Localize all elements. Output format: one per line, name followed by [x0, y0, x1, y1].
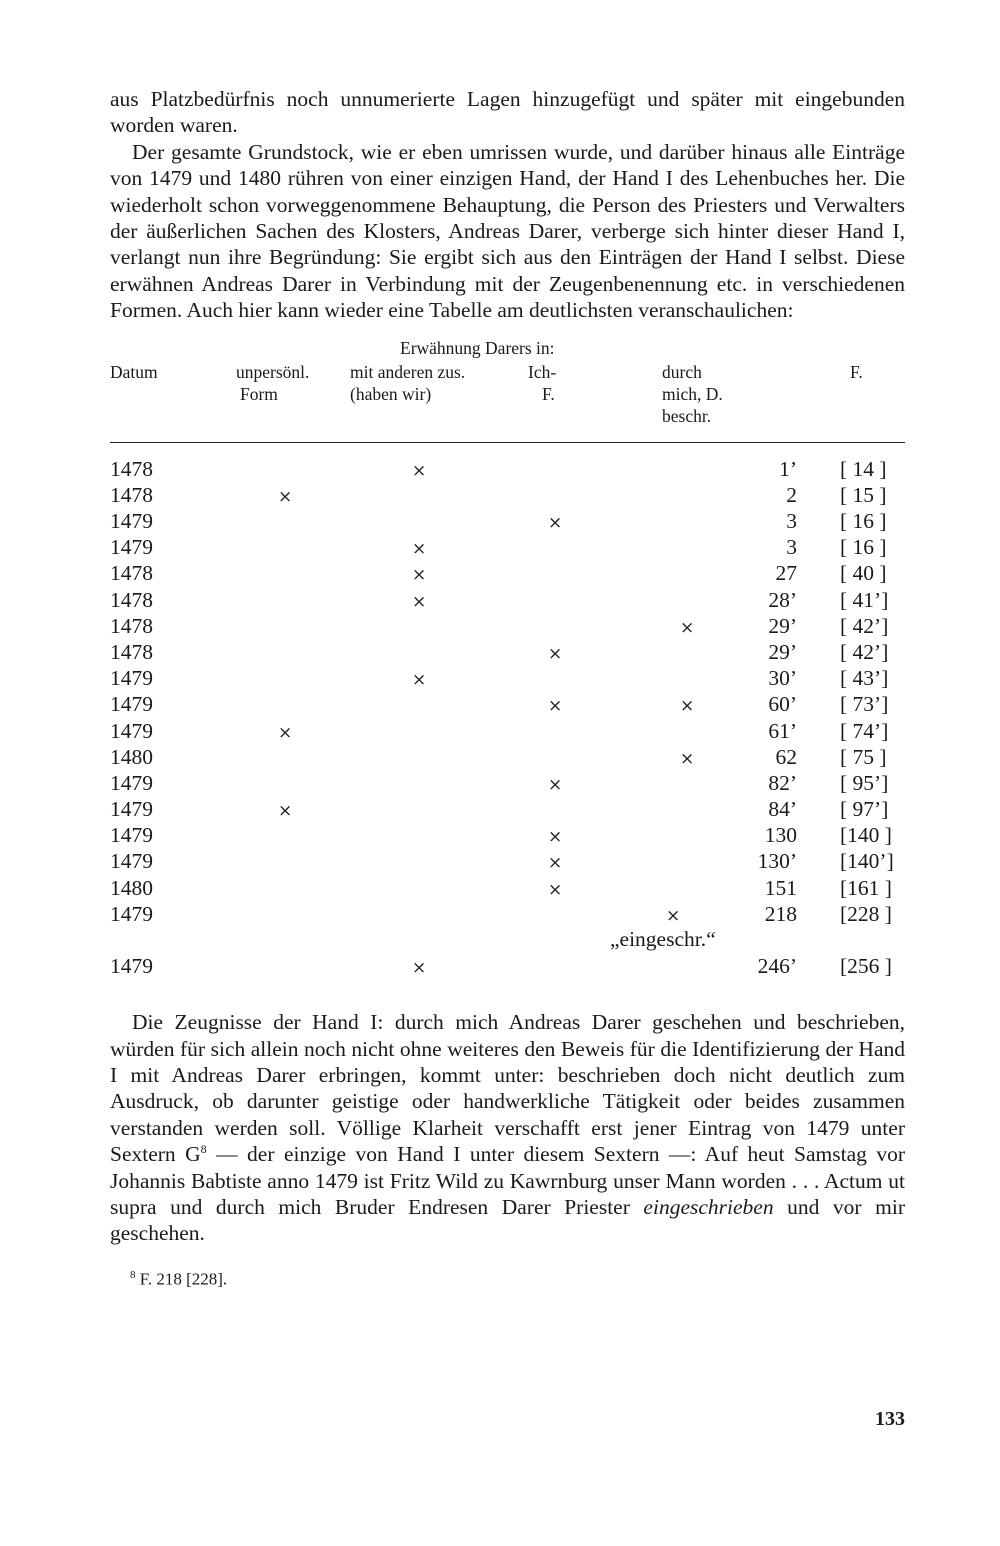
paragraph-3-sextern: Sextern G [110, 1142, 201, 1167]
row-mark: × [548, 879, 563, 900]
row-mark: × [548, 643, 563, 664]
table-body [110, 456, 905, 980]
table-row [110, 613, 905, 639]
table-row [110, 953, 905, 979]
row-folio: 218 [764, 901, 797, 926]
row-mark: × [412, 670, 427, 691]
row-year: 1478 [110, 482, 153, 507]
page-number: 133 [875, 1408, 905, 1430]
row-folio: 151 [764, 875, 797, 900]
table-row [110, 665, 905, 691]
row-year: 1480 [110, 744, 153, 769]
table-row [110, 560, 905, 586]
row-ref: [140’] [840, 849, 894, 874]
row-ref: [ 95’] [840, 770, 889, 795]
table-row [110, 770, 905, 796]
col-ich-1: Ich- [528, 361, 557, 382]
row-year: 1479 [110, 692, 153, 717]
row-year: 1479 [110, 823, 153, 848]
table-header [110, 338, 905, 456]
table-row [110, 508, 905, 534]
row-year: 1478 [110, 456, 153, 481]
row-year: 1478 [110, 561, 153, 586]
row-folio: 84’ [768, 797, 797, 822]
row-year: 1478 [110, 639, 153, 664]
table-row [110, 587, 905, 613]
row-mark: × [548, 853, 563, 874]
paragraph-3 [110, 1009, 905, 1247]
row-mark: × [548, 513, 563, 534]
row-ref: [ 42’] [840, 639, 889, 664]
table-row [110, 718, 905, 744]
row-folio: 3 [786, 535, 797, 560]
row-ref: [ 16 ] [840, 535, 887, 560]
col-durch-1: durch [662, 361, 702, 382]
table-note: „eingeschr.“ [610, 927, 716, 952]
paragraph-1: aus Platzbedürfnis noch unnumerierte Lagen hinzugefügt und später mit eingebunden worden waren. [110, 87, 905, 138]
row-ref: [ 74’] [840, 718, 889, 743]
row-year: 1479 [110, 666, 153, 691]
row-ref: [ 41’] [840, 587, 889, 612]
row-year: 1479 [110, 954, 153, 979]
paragraph-3-text: Die Zeugnisse der Hand I: durch mich Andreas Darer geschehen und beschrieben, würden für sich allein noch nicht ohne weiteres den Beweis für die Identifizierung der Hand I mit Andreas Darer erbringen, kommt unter: beschrieben doch nicht deutlich zum Ausdruck, ob darunter geistige oder handwerkliche Tätigkeit oder beides zusammen verstanden werden soll. Völlige Klarheit verschafft erst jener Eintrag von 1479 unter [110, 1010, 905, 1140]
row-ref: [256 ] [840, 954, 892, 979]
table-note-row [110, 927, 905, 953]
row-folio: 30’ [768, 666, 797, 691]
col-mit-1: mit anderen zus. [350, 361, 466, 382]
paragraph-3-cont: — der einzige von Hand I unter diesem Sextern —: Auf heut Samstag vor Johannis Babtiste anno 1479 ist Fritz Wild zu Kawrnburg unser Mann worden . . . Actum ut supra und durch mich Bruder Endresen Darer Priester [110, 1142, 905, 1220]
table-row [110, 534, 905, 560]
row-mark: × [278, 801, 293, 822]
table-row [110, 691, 905, 717]
row-ref: [228 ] [840, 901, 892, 926]
row-folio: 246’ [757, 954, 797, 979]
row-mark: × [412, 565, 427, 586]
row-folio: 2 [786, 482, 797, 507]
table-row [110, 639, 905, 665]
row-ref: [161 ] [840, 875, 892, 900]
row-year: 1479 [110, 797, 153, 822]
row-year: 1478 [110, 613, 153, 638]
row-folio: 28’ [768, 587, 797, 612]
row-ref: [ 40 ] [840, 561, 887, 586]
paragraph-3-emph: eingeschrieben [643, 1195, 774, 1220]
footnote [130, 1269, 905, 1290]
row-ref: [ 73’] [840, 692, 889, 717]
row-ref: [ 42’] [840, 613, 889, 638]
row-year: 1478 [110, 587, 153, 612]
row-mark: × [666, 905, 681, 926]
row-year: 1479 [110, 901, 153, 926]
row-year: 1479 [110, 718, 153, 743]
row-folio: 62 [775, 744, 797, 769]
row-year: 1479 [110, 535, 153, 560]
page-body [110, 86, 905, 1290]
row-mark: × [548, 827, 563, 848]
row-year: 1479 [110, 849, 153, 874]
col-durch-2: mich, D. [662, 383, 723, 404]
col-unpers-1: unpersönl. [236, 361, 310, 382]
col-ich-2: F. [542, 383, 555, 404]
row-year: 1479 [110, 509, 153, 534]
row-folio: 130 [764, 823, 797, 848]
row-ref: [ 75 ] [840, 744, 887, 769]
row-folio: 1’ [779, 456, 797, 481]
row-folio: 61’ [768, 718, 797, 743]
col-f: F. [850, 361, 863, 382]
col-unpers-2: Form [240, 383, 278, 404]
row-folio: 130’ [757, 849, 797, 874]
col-datum: Datum [110, 361, 158, 382]
row-folio: 29’ [768, 639, 797, 664]
row-folio: 29’ [768, 613, 797, 638]
row-ref: [ 15 ] [840, 482, 887, 507]
table-row [110, 848, 905, 874]
footnote-ref: 8 [200, 1142, 207, 1157]
row-ref: [ 14 ] [840, 456, 887, 481]
table-row [110, 456, 905, 482]
row-folio: 60’ [768, 692, 797, 717]
table-row [110, 901, 905, 927]
table-row [110, 744, 905, 770]
table-row [110, 822, 905, 848]
paragraph-2: Der gesamte Grundstock, wie er eben umrissen wurde, und darüber hinaus alle Einträge von 1479 und 1480 rühren von einer einzigen Hand, der Hand I des Lehenbuches her. Die wiederholt schon vorweggenommene Behauptung, die Person des Priesters und Verwalters der äußerlichen Sachen des Klosters, Andreas Darer, verberge sich hinter dieser Hand I, verlangt nun ihre Begründung: Sie ergibt sich aus den Einträgen der Hand I selbst. Diese erwähnen Andreas Darer in Verbindung mit der Zeugenbenennung etc. in verschiedenen Formen. Auch hier kann wieder eine Tabelle am deutlichsten veranschaulichen: [110, 139, 905, 323]
row-mark: × [412, 460, 427, 481]
footnote-text: F. 218 [228]. [135, 1269, 228, 1289]
row-mark: × [548, 696, 563, 717]
row-mark: × [278, 486, 293, 507]
col-durch-3: beschr. [662, 405, 712, 426]
row-ref: [140 ] [840, 823, 892, 848]
row-ref: [ 97’] [840, 797, 889, 822]
col-mit-2: (haben wir) [350, 383, 432, 404]
row-year: 1480 [110, 875, 153, 900]
row-mark: × [278, 722, 293, 743]
footnote-marker: 8 [130, 1268, 136, 1281]
table-row [110, 796, 905, 822]
row-mark: × [412, 591, 427, 612]
row-year: 1479 [110, 770, 153, 795]
paragraph-3-end: und vor mir geschehen. [110, 1195, 905, 1246]
row-ref: [ 43’] [840, 666, 889, 691]
row-folio: 82’ [768, 770, 797, 795]
row-mark: × [548, 774, 563, 795]
table-row [110, 482, 905, 508]
row-mark: × [680, 617, 695, 638]
table-super-header: Erwähnung Darers in: [400, 337, 555, 358]
row-mark: × [680, 748, 695, 769]
table-rule [110, 442, 905, 443]
row-folio: 27 [775, 561, 797, 586]
row-mark: × [412, 539, 427, 560]
table-row [110, 875, 905, 901]
row-mark: × [680, 696, 695, 717]
row-ref: [ 16 ] [840, 509, 887, 534]
row-mark: × [412, 958, 427, 979]
row-folio: 3 [786, 509, 797, 534]
